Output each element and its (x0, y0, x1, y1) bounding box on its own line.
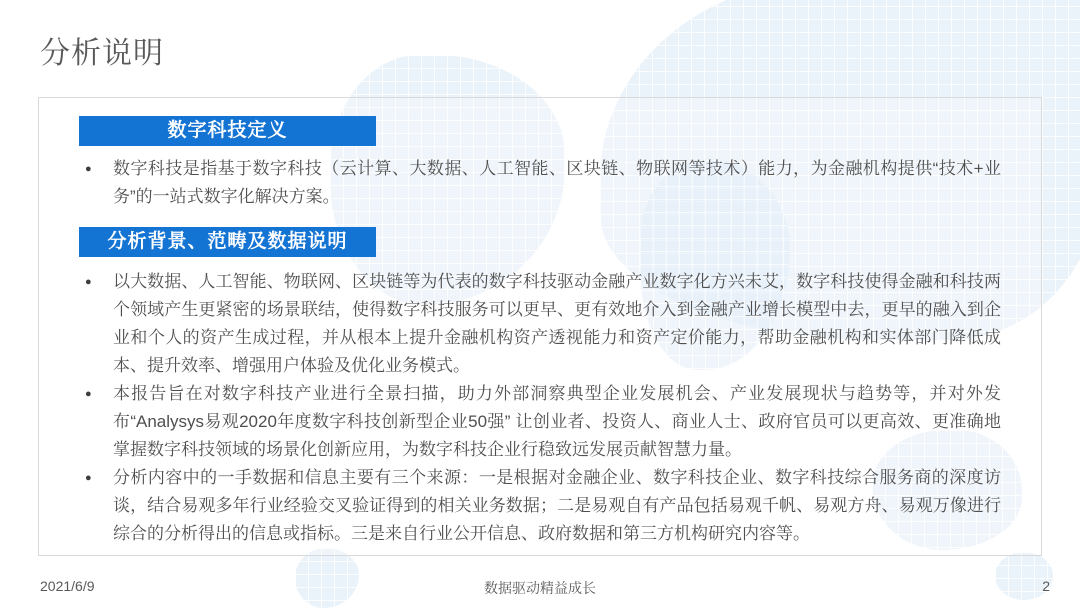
list-item (79, 155, 1001, 211)
bullet-icon: ● (85, 472, 92, 484)
definition-bullet-text: 数字科技是指基于数字科技（云计算、大数据、人工智能、区块链、物联网等技术）能力，为金融机构提供“技术+业务”的一站式数字化解决方案。 (113, 159, 1001, 206)
background-bullet-text-1: 以大数据、人工智能、物联网、区块链等为代表的数字科技驱动金融产业数字化方兴未艾，数字科技使得金融和科技两个领域产生更紧密的场景联结，使得数字科技服务可以更早、更有效地介入到金融产业增长模型中去，更早的融入到企业和个人的资产生成过程，并从根本上提升金融机构资产透视能力和资产定价能力，帮助金融机构和实体部门降低成本、提升效率、增强用户体验及优化业务模式。 (113, 272, 1001, 375)
content-card (38, 97, 1042, 556)
list-item (79, 380, 1001, 464)
footer-date: 2021/6/9 (40, 578, 95, 594)
list-item (79, 268, 1001, 380)
footer (0, 578, 1080, 598)
background-bullet-list (79, 268, 1001, 548)
list-item (79, 464, 1001, 548)
section-header-background: 分析背景、范畴及数据说明 (79, 227, 376, 257)
background-bullet-text-2: 本报告旨在对数字科技产业进行全景扫描，助力外部洞察典型企业发展机会、产业发展现状与趋势等，并对外发布“Analysys易观2020年度数字科技创新型企业50强” 让创业者、投资人、商业人士、政府官员可以更高效、更准确地掌握数字科技领域的场景化创新应用，为数字科技企业行稳致远发展贡献智慧力量。 (113, 384, 1001, 459)
page-number: 2 (1042, 578, 1050, 594)
background-bullet-text-3: 分析内容中的一手数据和信息主要有三个来源：一是根据对金融企业、数字科技企业、数字科技综合服务商的深度访谈，结合易观多年行业经验交叉验证得到的相关业务数据；二是易观自有产品包括易观千帆、易观方舟、易观万像进行综合的分析得出的信息或指标。三是来自行业公开信息、政府数据和第三方机构研究内容等。 (113, 468, 1001, 543)
page-title: 分析说明 (40, 37, 164, 70)
bullet-icon: ● (85, 276, 92, 288)
bullet-icon: ● (85, 163, 92, 175)
definition-bullet-list (79, 155, 1001, 211)
bullet-icon: ● (85, 388, 92, 400)
footer-slogan: 数据驱动精益成长 (484, 580, 596, 596)
section-header-definition: 数字科技定义 (79, 116, 376, 146)
